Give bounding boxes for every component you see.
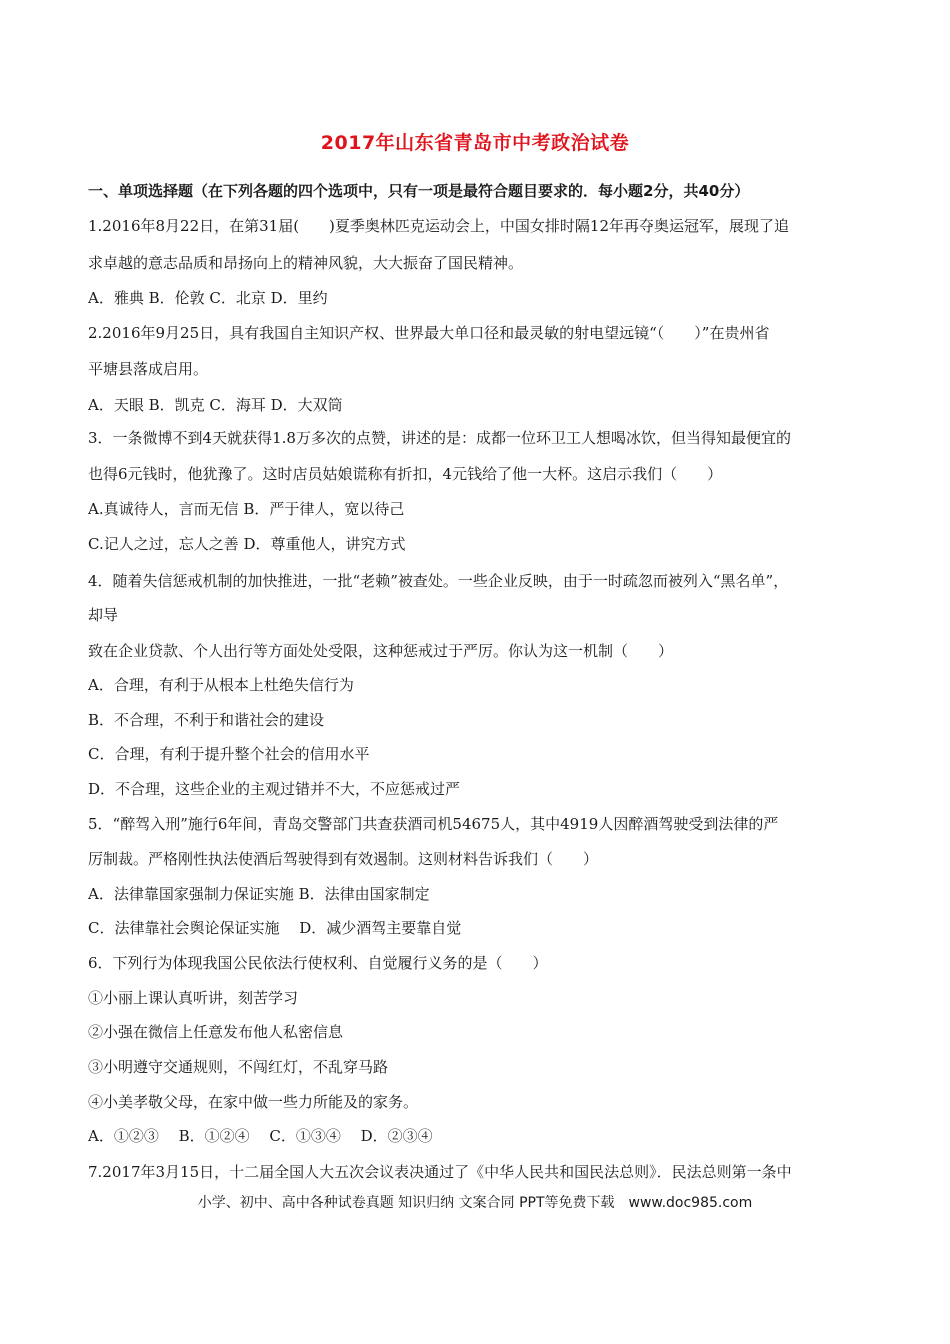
text-line: D．不合理，这些企业的主观过错并不大，不应惩戒过严 (88, 780, 461, 798)
text-line: C．法律靠社会舆论保证实施 D．减少酒驾主要靠自觉 (88, 919, 462, 937)
text-line: 厉制裁。严格刚性执法使酒后驾驶得到有效遏制。这则材料告诉我们（ ） (88, 850, 599, 868)
text-line: A．合理，有利于从根本上杜绝失信行为 (88, 676, 354, 694)
text-line: 却导 (88, 606, 119, 624)
text-line: A．法律靠国家强制力保证实施 B．法律由国家制定 (88, 885, 430, 903)
text-line: 6．下列行为体现我国公民依法行使权利、自觉履行义务的是（ ） (88, 954, 548, 972)
text-line: 5．“醉驾入刑”施行6年间，青岛交警部门共查获酒司机54675人，其中4919人因醉酒驾驶受到法律的严 (88, 815, 779, 833)
text-line: 也得6元钱时，他犹豫了。这时店员姑娘谎称有折扣，4元钱给了他一大杯。这启示我们（ ） (88, 465, 723, 483)
text-line: B．不合理，不利于和谐社会的建设 (88, 711, 325, 729)
text-line: ②小强在微信上任意发布他人私密信息 (88, 1023, 344, 1041)
text-line: 平塘县落成启用。 (88, 360, 209, 378)
page-title: 2017年山东省青岛市中考政治试卷 (320, 132, 630, 154)
text-line: 求卓越的意志品质和昂扬向上的精神风貌，大大振奋了国民精神。 (88, 254, 524, 272)
text-line: A．雅典 B．伦敦 C．北京 D．里约 (88, 289, 328, 307)
section-heading: 一、单项选择题（在下列各题的四个选项中，只有一项是最符合题目要求的．每小题2分，共40分） (88, 182, 750, 200)
text-line: A．天眼 B．凯克 C．海耳 D．大双筒 (88, 396, 343, 414)
text-line: 3．一条微博不到4天就获得1.8万多次的点赞，讲述的是：成都一位环卫工人想喝冰饮，但当得知最便宜的 (88, 429, 791, 447)
text-line: 1.2016年8月22日，在第31届( )夏季奥林匹克运动会上，中国女排时隔12年再夺奥运冠军，展现了追 (88, 217, 789, 235)
text-line: ④小美孝敬父母，在家中做一些力所能及的家务。 (88, 1093, 419, 1111)
text-line: C．合理，有利于提升整个社会的信用水平 (88, 745, 370, 763)
text-line: ③小明遵守交通规则，不闯红灯，不乱穿马路 (88, 1058, 389, 1076)
text-line: 致在企业贷款、个人出行等方面处处受限，这种惩戒过于严厉。你认为这一机制（ ） (88, 642, 674, 660)
text-line: A．①②③ B．①②④ C．①③④ D．②③④ (88, 1127, 433, 1145)
text-line: 4．随着失信惩戒机制的加快推进，一批“老赖”被查处。一些企业反映，由于一时疏忽而被列入“黑名单”， (88, 572, 789, 590)
text-line: C.记人之过，忘人之善 D．尊重他人，讲究方式 (88, 535, 406, 553)
text-line: 7.2017年3月15日，十二届全国人大五次会议表决通过了《中华人民共和国民法总则》．民法总则第一条中 (88, 1163, 792, 1181)
text-line: A.真诚待人，言而无信 B．严于律人，宽以待己 (88, 500, 405, 518)
footer-text: 小学、初中、高中各种试卷真题 知识归纳 文案合同 PPT等免费下载 www.doc985.com (197, 1195, 753, 1211)
text-line: 2.2016年9月25日，具有我国自主知识产权、世界最大单口径和最灵敏的射电望远镜“（ ）”在贵州省 (88, 324, 770, 342)
text-line: ①小丽上课认真听讲，刻苦学习 (88, 989, 299, 1007)
